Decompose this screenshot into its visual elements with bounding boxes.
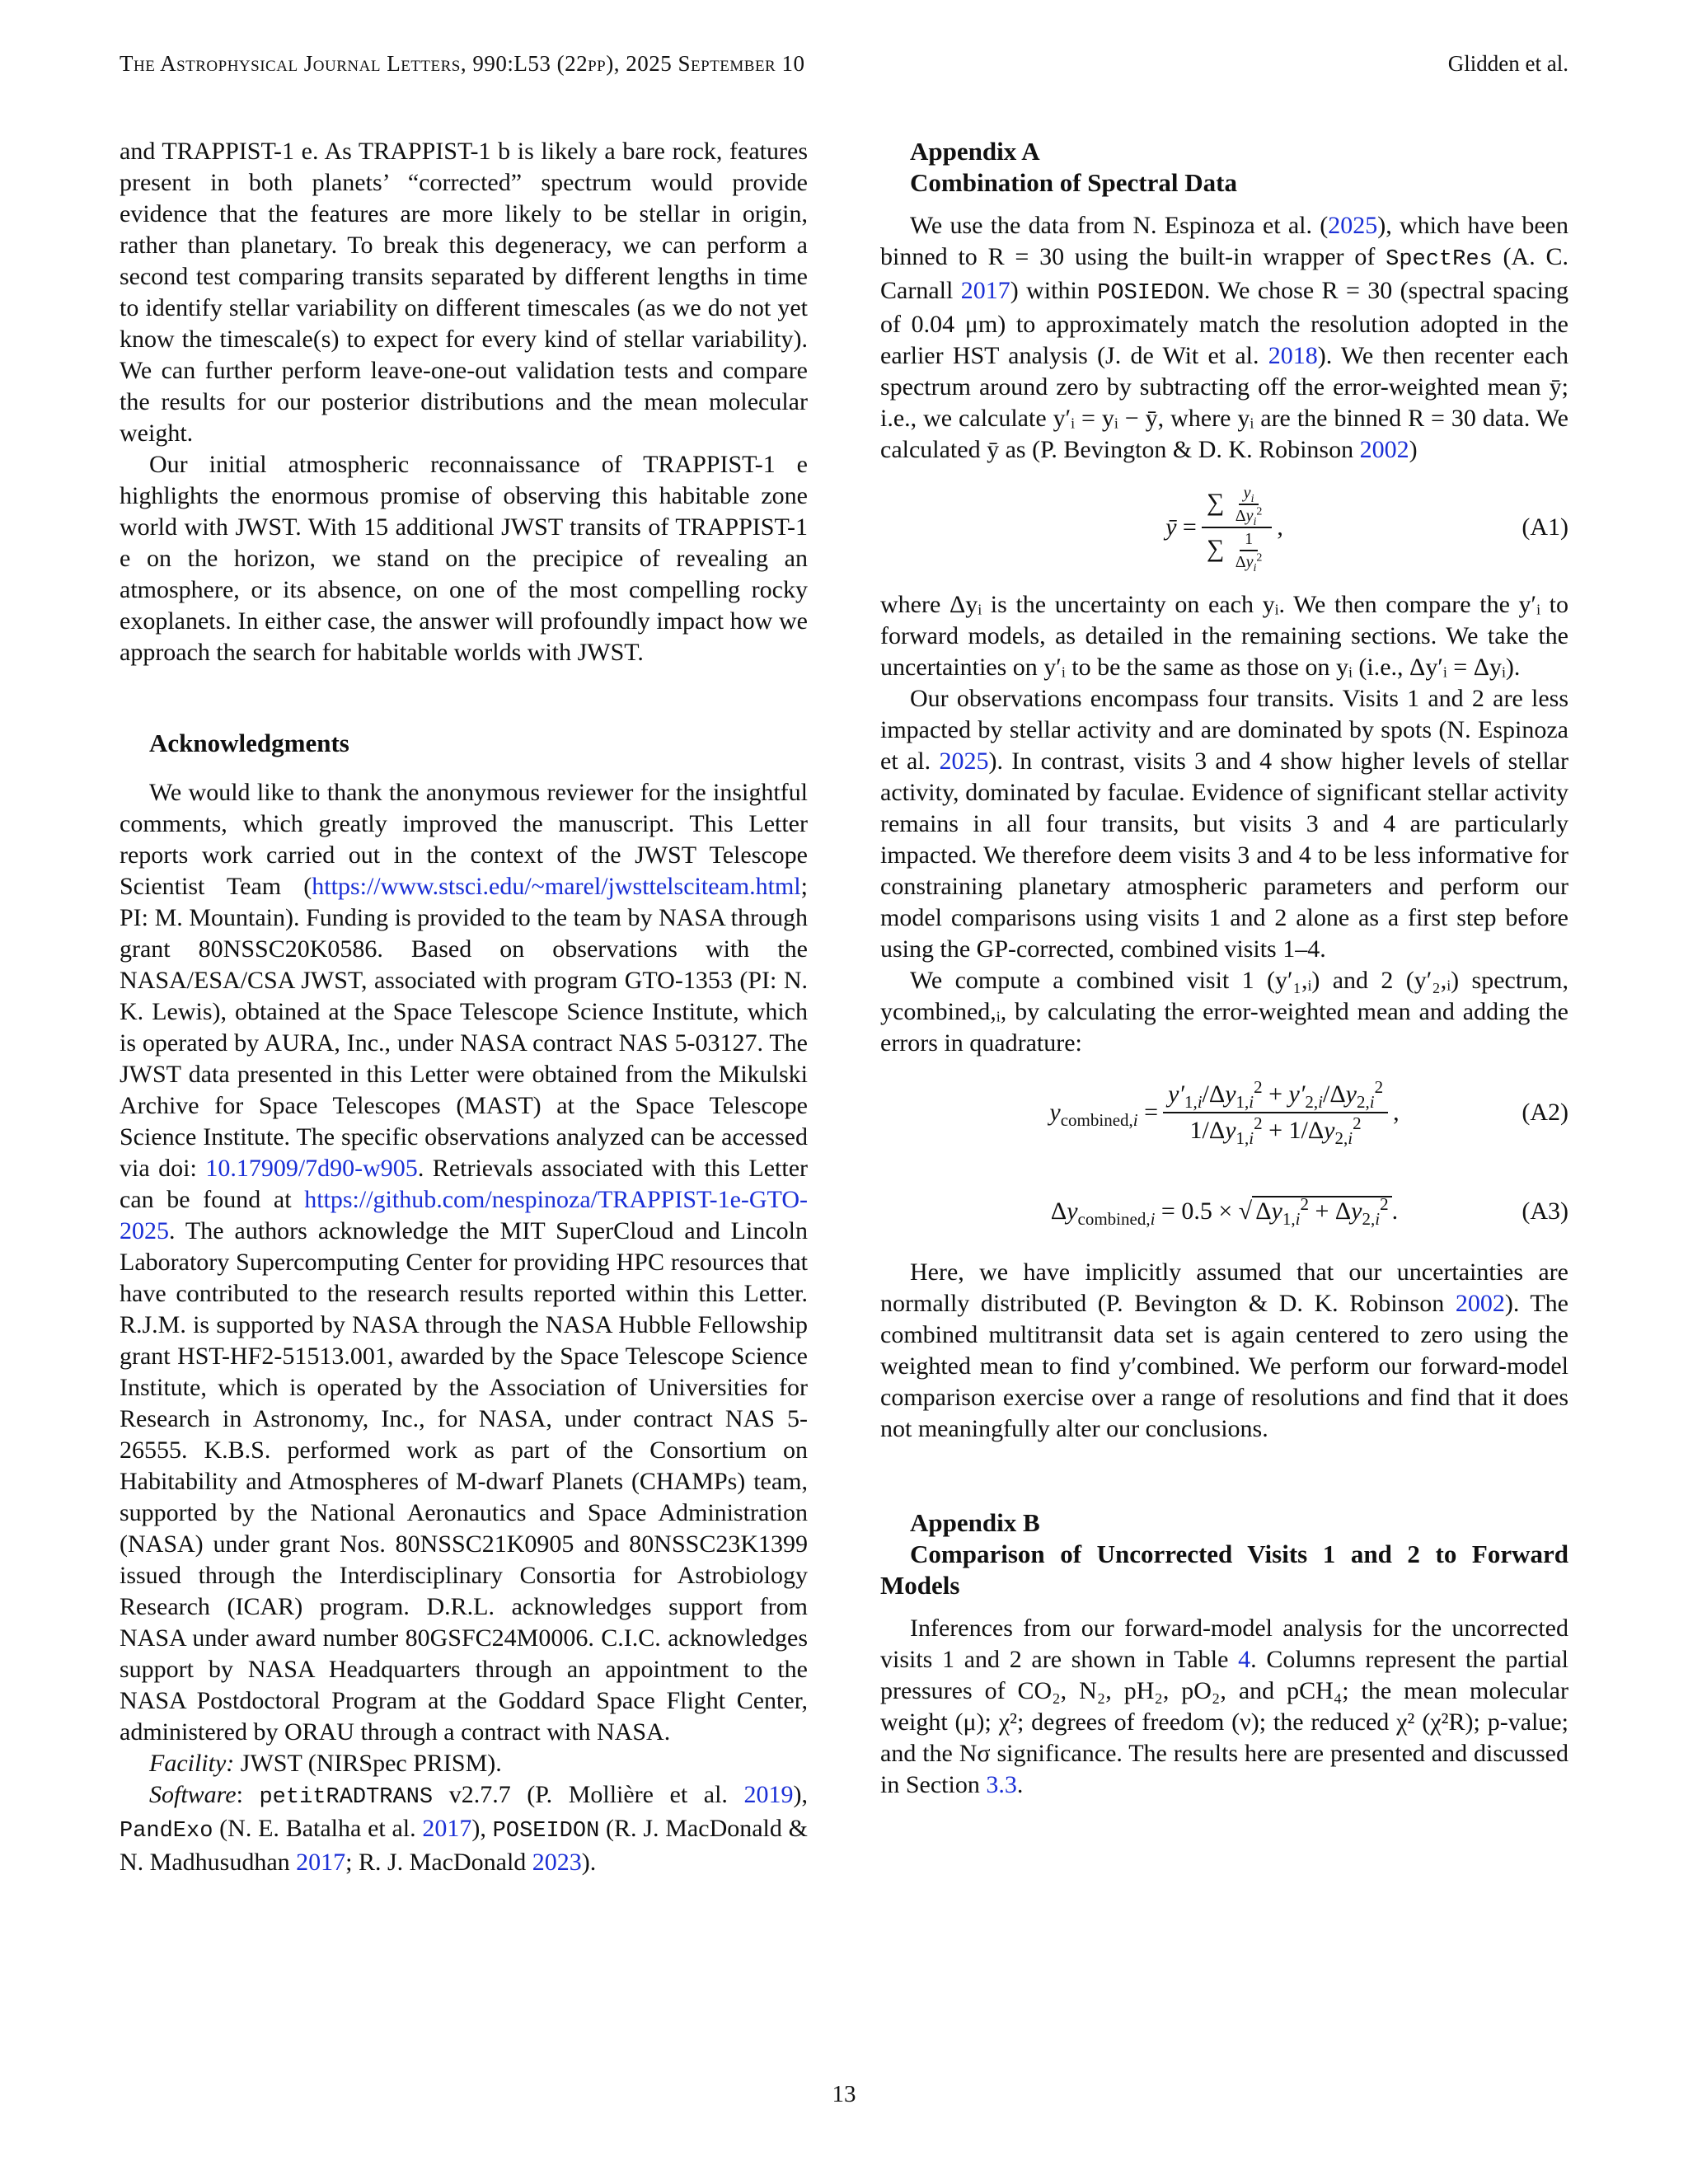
appendix-a-paragraph-3: Our observations encompass four transits. Visits 1 and 2 are less impacted by stellar activity and are dominated by spots (N. Espinoza et al. 2025). In contrast, visits 3 and 4 show higher levels of stellar activity, dominated by faculae. Evidence of significant stellar activity remains in all four transits, but visits 3 and 4 are particularly impacted. We therefore deem visits 3 and 4 to be less informative for constraining planetary atmospheric parameters and perform our model comparisons using visits 1 and 2 alone as a first step before using the GP-corrected, combined visits 1–4.	[880, 685, 1568, 963]
running-header	[120, 51, 1568, 84]
software-line: Software: petitRADTRANS v2.7.7 (P. Mollière et al. 2019), PandExo (N. E. Batalha et al. 2017), POSEIDON (R. J. MacDonald & N. Madhusudhan 2017; R. J. MacDonald 2023).	[120, 1781, 809, 1876]
equation-a1-number: (A1)	[1522, 513, 1568, 541]
ref-link-carnall[interactable]: 2017	[960, 277, 1010, 304]
equation-a1: ȳ = ∑ $\frac{y_i}{\Delta y_i^2}$ ∑ $\frac{1}{\Delta y_i^2}$ , (A1)	[1165, 484, 1568, 574]
page-number: 13	[832, 2081, 856, 2107]
facility-line: Facility: JWST (NIRSpec PRISM).	[149, 1750, 502, 1777]
telescope-team-link[interactable]: https://www.stsci.edu/~marel/jwsttelsciteam.html	[312, 873, 801, 900]
paragraph-continuation: and TRAPPIST-1 e. As TRAPPIST-1 b is likely a bare rock, features present in both planets’ “corrected” spectrum would provide evidence that the features are more likely to be stellar in origin, rather than planetary. To break this degeneracy, we can perform a second test comparing transits separated by different lengths in time to identify stellar variability on different timescales (as we do not yet know the timescale(s) to expect for every kind of stellar variability). We can further perform leave-one-out validation tests and compare the results for our posterior distributions and the mean molecular weight.	[120, 138, 808, 447]
acknowledgments-paragraph: We would like to thank the anonymous reviewer for the insightful comments, which greatly improved the manuscript. This Letter reports work carried out in the context of the JWST Telescope Scientist Team (https://www.stsci.edu/~marel/jwsttelsciteam.html; PI: M. Mountain). Funding is provided to the team by NASA through grant 80NSSC20K0586. Based on observations with the NASA/ESA/CSA JWST, associated with program GTO-1353 (PI: N. K. Lewis), obtained at the Space Telescope Science Institute, which is operated by AURA, Inc., under NASA contract NAS 5-03127. The JWST data presented in this Letter were obtained from the Mikulski Archive for Space Telescopes (MAST) at the Space Telescope Science Institute. The specific observations analyzed can be accessed via doi: 10.17909/7d90-w905. Retrievals associated with this Letter can be found at https://github.com/nespinoza/TRAPPIST-1e-GTO-2025. The authors acknowledge the MIT SuperCloud and Lincoln Laboratory Supercomputing Center for providing HPC resources that have contributed to the research results reported within this Letter. R.J.M. is supported by NASA through the NASA Hubble Fellowship grant HST-HF2-51513.001, awarded by the Space Telescope Science Institute, which is operated by the Association of Universities for Research in Astronomy, Inc., for NASA, under contract NAS 5-26555. K.B.S. performed work as part of the Consortium on Habitability and Atmospheres of M-dwarf Planets (CHAMPs) team, supported by the National Aeronautics and Space Administration (NASA) under grant Nos. 80NSSC21K0905 and 80NSSC23K1399 issued through the Interdisciplinary Consortia for Astrobiology Research (ICAR) program. D.R.L. acknowledges support from NASA under award number 80GSFC24M0006. C.I.C. acknowledges support by NASA Headquarters through an appointment to the NASA Postdoctoral Program at the Goddard Space Flight Center, administered by ORAU through a contract with NASA.	[120, 779, 808, 1746]
github-link[interactable]: https://github.com/nespinoza/TRAPPIST-1e-GTO-2025	[120, 1186, 808, 1244]
ref-link-bevington-2[interactable]: 2002	[1455, 1290, 1505, 1317]
right-column	[880, 136, 1568, 1801]
doi-link[interactable]: 10.17909/7d90-w905	[205, 1155, 418, 1182]
equation-a3-number: (A3)	[1522, 1197, 1568, 1225]
appendix-b-paragraph-1: Inferences from our forward-model analysis for the uncorrected visits 1 and 2 are shown in Table 4. Columns represent the partial pressures of CO₂, N₂, pH₂, pO₂, and pCH₄; the mean molecular weight (μ); χ²; degrees of freedom (ν); the reduced χ² (χ²R); p-value; and the Nσ significance. The results here are presented and discussed in Section 3.3.	[880, 1615, 1568, 1798]
left-column	[120, 136, 808, 1878]
journal-citation: The Astrophysical Journal Letters, 990:L53 (22pp), 2025 September 10	[120, 51, 805, 76]
appendix-a-paragraph-1: We use the data from N. Espinoza et al. (2025), which have been binned to R = 30 using the built-in wrapper of SpectRes (A. C. Carnall 2017) within POSIEDON. We chose R = 30 (spectral spacing of 0.04 μm) to approximately match the resolution adopted in the earlier HST analysis (J. de Wit et al. 2018). We then recenter each spectrum around zero by subtracting off the error-weighted mean ȳ; i.e., we calculate y′ᵢ = yᵢ − ȳ, where yᵢ are the binned R = 30 data. We calculated ȳ as (P. Bevington & D. K. Robinson 2002)	[880, 212, 1569, 463]
appendix-a-paragraph-4: We compute a combined visit 1 (y′₁,ᵢ) and 2 (y′₂,ᵢ) spectrum, ycombined,ᵢ, by calculating the error-weighted mean and adding the errors in quadrature:	[880, 967, 1568, 1057]
acknowledgments-heading: Acknowledgments	[149, 729, 349, 757]
equation-a2-number: (A2)	[1522, 1099, 1568, 1126]
equation-a2: $y_{combined,i}$ = $\frac{y'_{1,i}/\Delta y_{1,i}^2 + y'_{2,i}/\Delta y_{2,i}^2}{1/\Delta y_{1,i}^2 + 1/\Delta y_{2,i}^2}$ , (A2)	[1049, 1077, 1568, 1148]
ref-link-espinoza[interactable]: 2025	[1328, 212, 1378, 239]
appendix-b-label: Appendix B	[910, 1508, 1040, 1537]
ref-link-molliere[interactable]: 2019	[743, 1781, 794, 1808]
paragraph-conclusion: Our initial atmospheric reconnaissance of TRAPPIST-1 e highlights the enormous promise of observing this habitable zone world with JWST. With 15 additional JWST transits of TRAPPIST-1 e on the horizon, we stand on the precipice of revealing an atmosphere, or its absence, on one of the most compelling rocky exoplanets. In either case, the answer will profoundly impact how we approach the search for habitable worlds with JWST.	[120, 451, 808, 666]
table-4-link[interactable]: 4	[1238, 1646, 1251, 1673]
appendix-b-title: Comparison of Uncorrected Visits 1 and 2 to Forward Models	[880, 1540, 1568, 1600]
ref-link-dewit[interactable]: 2018	[1268, 342, 1318, 369]
section-3-3-link[interactable]: 3.3	[986, 1771, 1017, 1798]
ref-link-batalha[interactable]: 2017	[422, 1815, 472, 1842]
appendix-a-title: Combination of Spectral Data	[910, 168, 1237, 197]
ref-link-espinoza-2[interactable]: 2025	[939, 748, 989, 775]
appendix-a-label: Appendix A	[910, 137, 1040, 166]
ref-link-macdonald-2023[interactable]: 2023	[532, 1849, 582, 1876]
ref-link-bevington[interactable]: 2002	[1359, 436, 1409, 463]
appendix-a-paragraph-5: Here, we have implicitly assumed that our uncertainties are normally distributed (P. Bevington & D. K. Robinson 2002). The combined multitransit data set is again centered to zero using the weighted mean to find y′combined. We perform our forward-model comparison exercise over a range of resolutions and find that it does not meaningfully alter our conclusions.	[880, 1258, 1568, 1442]
equation-a3: $\Delta y_{combined,i} = 0.5$ × √ $\Delta y_{1,i}^2 + \Delta y_{2,i}^2$ . (A3)	[1050, 1194, 1568, 1229]
appendix-a-paragraph-2: where Δyᵢ is the uncertainty on each yᵢ. We then compare the y′ᵢ to forward models, as detailed in the remaining sections. We take the uncertainties on y′ᵢ to be the same as those on yᵢ (i.e., Δy′ᵢ = Δyᵢ).	[880, 591, 1568, 681]
ref-link-macdonald-2017[interactable]: 2017	[296, 1849, 346, 1876]
author-running-head: Glidden et al.	[1447, 51, 1568, 76]
